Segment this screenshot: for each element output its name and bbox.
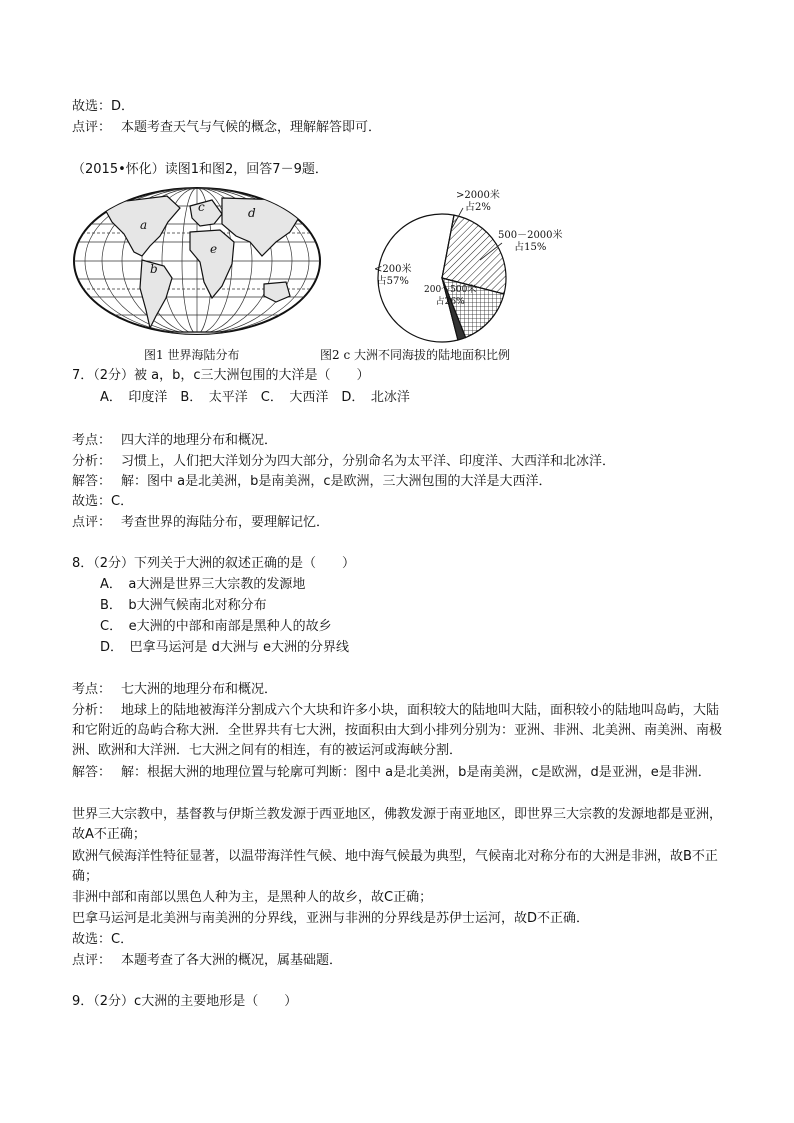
fenxi-label: 分析： xyxy=(72,454,112,469)
kaodian-text: 四大洋的地理分布和概况． xyxy=(121,433,278,448)
pie-label-over-2000: >2000米 占2% xyxy=(456,190,500,213)
q8-option-c: C． e大洲的中部和南部是黑种人的故乡 xyxy=(100,619,332,634)
figure-area xyxy=(72,186,632,366)
q8-explanation-b: 欧洲气候海洋性特征显著，以温带海洋性气候、地中海气候最为典型，气候南北对称分布的大洲是非洲，故B不正确； xyxy=(72,849,718,884)
globe-label-e: e xyxy=(210,242,218,256)
dianping-label: 点评： xyxy=(72,953,112,968)
q8-explanation-a: 世界三大宗教中，基督教与伊斯兰教发源于西亚地区，佛教发源于南亚地区，即世界三大宗教的发源地都是亚洲，故A不正确； xyxy=(72,807,723,842)
fenxi-label: 分析： xyxy=(72,703,112,718)
jieda-label: 解答： xyxy=(72,765,112,780)
q6-answer-line xyxy=(72,97,134,117)
world-map xyxy=(72,186,322,336)
question-intro: （2015•怀化）读图1和图2，回答7－9题． xyxy=(72,162,328,177)
figure2-caption: 图2 c 大洲不同海拔的陆地面积比例 xyxy=(320,348,510,362)
q8-jieda-line xyxy=(72,763,722,783)
kaodian-text: 七大洲的地理分布和概况． xyxy=(121,682,278,697)
globe-label-b: b xyxy=(150,262,158,276)
q8-dianping-line xyxy=(72,951,342,971)
q8-option-b: B． b大洲气候南北对称分布 xyxy=(100,598,267,613)
comment-label: 点评： xyxy=(72,120,112,135)
kaodian-label: 考点： xyxy=(72,682,112,697)
jieda-text: 解：根据大洲的地理位置与轮廓可判断：图中 a是北美洲，b是南美洲，c是欧洲，d是亚洲，e是非洲． xyxy=(121,765,711,780)
kaodian-label: 考点： xyxy=(72,433,112,448)
q7-kaodian-line xyxy=(72,431,277,451)
globe-label-d: d xyxy=(248,206,256,220)
q8-stem: 8．（2分）下列关于大洲的叙述正确的是（ ） xyxy=(72,556,356,571)
answer-value: C． xyxy=(111,932,134,947)
q8-option-a: A． a大洲是世界三大宗教的发源地 xyxy=(100,577,306,592)
pie-label-below-200: <200米 占57% xyxy=(374,264,412,287)
fenxi-text: 地球上的陆地被海洋分割成六个大块和许多小块，面积较大的陆地叫大陆，面积较小的陆地叫岛屿，大陆和它附近的岛屿合称大洲．全世界共有七大洲，按面积由大到小排列分别为：亚洲、非洲、北美洲、南美洲、南极洲、欧洲和大洋洲．七大洲之间有的相连，有的被运河或海峡分割． xyxy=(72,703,723,758)
answer-value: C． xyxy=(111,494,134,509)
q7-answer-line xyxy=(72,492,133,512)
q8-option-d: D． 巴拿马运河是 d大洲与 e大洲的分界线 xyxy=(100,640,350,655)
antarctica-shape xyxy=(112,332,282,336)
figure-svg xyxy=(72,186,632,366)
globe-label-a: a xyxy=(140,218,148,232)
jieda-label: 解答： xyxy=(72,474,112,489)
dianping-text: 考查世界的海陆分布，要理解记忆． xyxy=(121,515,330,530)
fenxi-text: 习惯上，人们把大洋划分为四大部分，分别命名为太平洋、印度洋、大西洋和北冰洋． xyxy=(121,454,616,469)
q8-fenxi-line xyxy=(72,701,722,761)
q8-answer-line xyxy=(72,930,133,950)
dianping-label: 点评： xyxy=(72,515,112,530)
answer-label: 故选： xyxy=(72,494,112,509)
answer-value: D． xyxy=(111,99,135,114)
dianping-text: 本题考查了各大洲的概况，属基础题． xyxy=(121,953,343,968)
answer-label: 故选： xyxy=(72,99,112,114)
pie-label-500-2000: 500－2000米 占15% xyxy=(498,230,563,253)
q6-comment-line xyxy=(72,118,381,138)
q7-fenxi-line xyxy=(72,452,615,472)
globe-label-c: c xyxy=(198,200,205,214)
q8-explanation-c: 非洲中部和南部以黑色人种为主，是黑种人的故乡，故C正确； xyxy=(72,890,433,905)
q8-explanation-d: 巴拿马运河是北美洲与南美洲的分界线，亚洲与非洲的分界线是苏伊士运河，故D不正确． xyxy=(72,911,590,926)
q9-stem: 9．（2分）c大洲的主要地形是（ ） xyxy=(72,994,298,1009)
q7-options: A． 印度洋 B． 太平洋 C． 大西洋 D． 北冰洋 xyxy=(100,390,410,405)
pie-label-200-500: 200～500米 占26% xyxy=(424,285,477,307)
answer-label: 故选： xyxy=(72,932,112,947)
q7-dianping-line xyxy=(72,513,329,533)
figure1-caption: 图1 世界海陆分布 xyxy=(144,348,240,362)
q8-kaodian-line xyxy=(72,680,277,700)
q7-stem: 7．（2分）被 a，b，c三大洲包围的大洋是（ ） xyxy=(72,368,370,383)
q7-jieda-line xyxy=(72,472,552,492)
comment-text: 本题考查天气与气候的概念，理解解答即可． xyxy=(121,120,382,135)
jieda-text: 解：图中 a是北美洲，b是南美洲，c是欧洲，三大洲包围的大洋是大西洋． xyxy=(121,474,552,489)
